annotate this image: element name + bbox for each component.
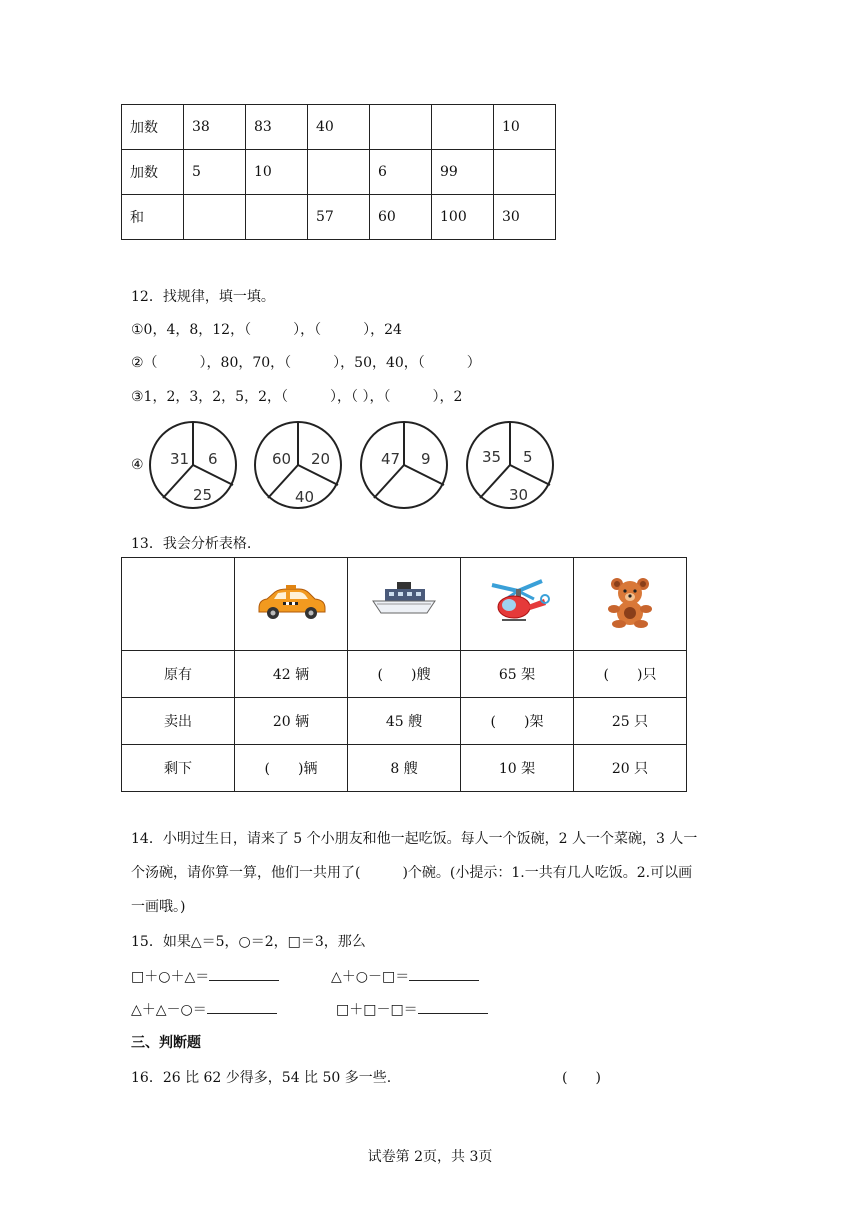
table-cell	[308, 150, 370, 195]
circle-number: 40	[295, 488, 315, 506]
table-cell	[574, 558, 687, 651]
circle-number: 20	[311, 450, 331, 468]
table-cell: 42 辆	[235, 651, 348, 698]
number-circle	[148, 420, 236, 508]
circle-number: 60	[272, 450, 292, 468]
teddy-bear-icon	[603, 617, 657, 633]
table-cell	[370, 105, 432, 150]
table-cell: 45 艘	[348, 698, 461, 745]
circle-diagram	[359, 420, 449, 510]
answer-blank[interactable]	[409, 966, 479, 981]
table-cell: 60	[370, 195, 432, 240]
table-cell: 剩下	[122, 745, 235, 792]
question-12-title: 12．找规律，填一填。	[131, 289, 275, 305]
table-cell: 25 只	[574, 698, 687, 745]
answer-bracket[interactable]: ( )	[562, 1070, 601, 1086]
table-cell: ( )只	[574, 651, 687, 698]
circle-number: 30	[509, 486, 529, 504]
question-14-line-3: 一画哦。)	[131, 899, 186, 915]
expression: □＋□－□＝	[336, 1002, 418, 1018]
section-heading: 三、判断题	[131, 1035, 201, 1051]
table-cell: 卖出	[122, 698, 235, 745]
table-cell: ( )架	[461, 698, 574, 745]
table-cell: 6	[370, 150, 432, 195]
table-cell: 65 架	[461, 651, 574, 698]
table-cell	[122, 558, 235, 651]
number-circle	[253, 420, 341, 508]
answer-blank[interactable]	[209, 966, 279, 981]
question-14-line-1: 14．小明过生日，请来了 5 个小朋友和他一起吃饭。每人一个饭碗，2 人一个菜碗，3 人一	[131, 831, 698, 847]
question-15-expr-2	[331, 966, 479, 986]
question-12-line-2: ②（ ），80，70，（ ），50，40，（ ）	[131, 355, 481, 371]
question-12-line-4-label: ④	[131, 457, 144, 473]
question-15-expr-3	[131, 999, 277, 1019]
table-cell: 10	[246, 150, 308, 195]
table-row	[122, 698, 687, 745]
table-cell: 83	[246, 105, 308, 150]
question-15-line-1: 15．如果△＝5，○＝2，□＝3，那么	[131, 934, 366, 950]
table-row	[122, 651, 687, 698]
circle-number: 31	[170, 450, 190, 468]
expression: △＋○－□＝	[331, 969, 410, 985]
question-13-title: 13．我会分析表格.	[131, 536, 252, 552]
number-circle	[465, 420, 553, 508]
table-row	[122, 745, 687, 792]
question-12-line-1: ①0，4，8，12，（ ），（ ），24	[131, 322, 402, 338]
table-row	[122, 558, 687, 651]
table-row	[122, 105, 556, 150]
question-16-text: 16．26 比 62 少得多，54 比 50 多一些.	[131, 1070, 392, 1086]
question-15-expr-1	[131, 966, 279, 986]
table-cell	[235, 558, 348, 651]
taxi-car-icon	[253, 610, 329, 626]
answer-blank[interactable]	[418, 999, 488, 1014]
question-14-line-2: 个汤碗，请你算一算，他们一共用了( )个碗。(小提示：1.一共有几人吃饭。2.可以画	[131, 865, 693, 881]
table-cell	[246, 195, 308, 240]
answer-blank[interactable]	[207, 999, 277, 1014]
table-cell: 40	[308, 105, 370, 150]
table-cell: 原有	[122, 651, 235, 698]
table-cell: 20 只	[574, 745, 687, 792]
table-cell: 57	[308, 195, 370, 240]
addition-table	[121, 104, 556, 240]
page-footer: 试卷第 2页，共 3页	[367, 1149, 493, 1165]
table-cell: 和	[122, 195, 184, 240]
table-cell: 10 架	[461, 745, 574, 792]
ship-icon	[369, 612, 439, 628]
table-cell: 20 辆	[235, 698, 348, 745]
table-cell: 99	[432, 150, 494, 195]
table-cell: 100	[432, 195, 494, 240]
question-12-line-3: ③1，2，3，2，5，2，（ ），（ ），（ ），2	[131, 389, 463, 405]
table-cell: ( )辆	[235, 745, 348, 792]
table-cell	[348, 558, 461, 651]
table-cell	[432, 105, 494, 150]
circle-number: 25	[193, 486, 213, 504]
circle-number: 35	[482, 448, 502, 466]
table-cell	[184, 195, 246, 240]
inventory-table	[121, 557, 687, 792]
question-15-expr-4	[336, 999, 488, 1019]
expression: △＋△－○＝	[131, 1002, 207, 1018]
table-cell: 10	[494, 105, 556, 150]
expression: □＋○＋△＝	[131, 969, 210, 985]
circle-number: 6	[208, 450, 218, 468]
table-cell: ( )艘	[348, 651, 461, 698]
table-cell	[494, 150, 556, 195]
table-cell: 38	[184, 105, 246, 150]
circle-number: 9	[421, 450, 431, 468]
table-cell: 5	[184, 150, 246, 195]
table-cell: 加数	[122, 105, 184, 150]
table-row	[122, 195, 556, 240]
table-row	[122, 150, 556, 195]
number-circle	[359, 420, 447, 508]
circle-number: 5	[523, 448, 533, 466]
helicopter-icon	[484, 615, 550, 631]
table-cell: 30	[494, 195, 556, 240]
table-cell	[461, 558, 574, 651]
circle-number: 47	[381, 450, 401, 468]
table-cell: 8 艘	[348, 745, 461, 792]
table-cell: 加数	[122, 150, 184, 195]
